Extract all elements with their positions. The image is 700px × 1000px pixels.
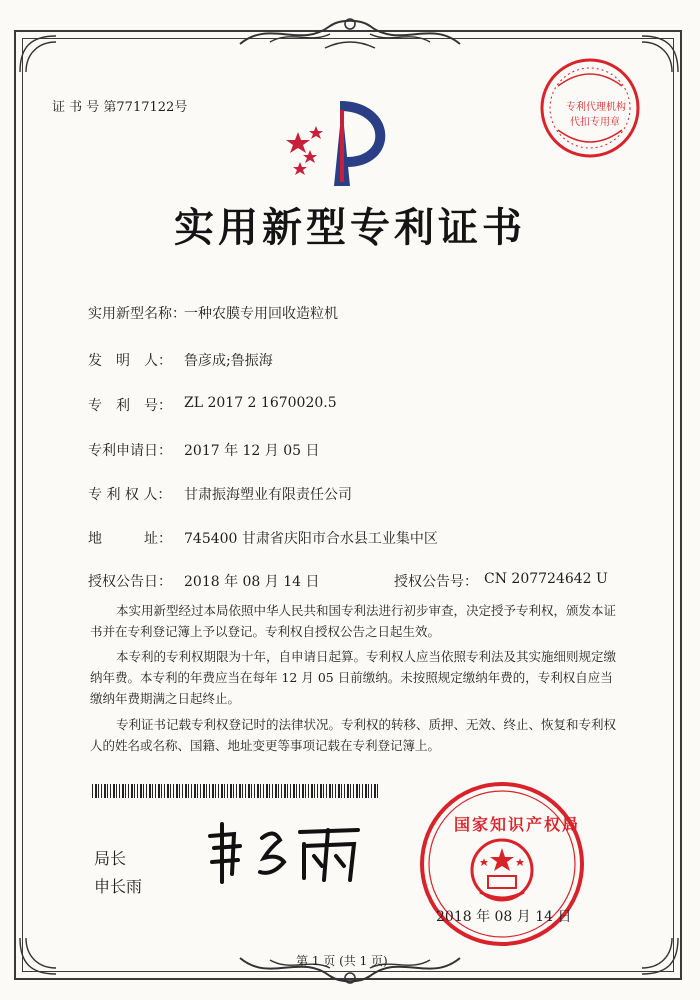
certificate-title: 实用新型专利证书: [174, 204, 526, 251]
seal-date: 2018 年 08 月 14 日: [436, 909, 572, 925]
corner-ornament-top-left: [16, 32, 62, 78]
corner-ornament-bottom-left: [16, 932, 62, 978]
barcode: [92, 784, 378, 798]
paragraph-grant: [90, 600, 618, 642]
agency-stamp-line-2: 代扣专用章: [570, 117, 620, 128]
director-title: 局长: [94, 849, 127, 868]
paragraph-term-text: 本专利的专利权期限为十年，自申请日起算。专利权人应当依照专利法及其实施细则规定缴纳年费。本专利的年费应当在每年 12 月 05 日前缴纳。未按照规定缴纳年费的，专利权自应当缴纳年费期满之日起终止。: [90, 649, 617, 706]
patentee-label: 专 利 权 人：: [88, 487, 172, 503]
inventor-value: 鲁彦成;鲁振海: [184, 353, 273, 369]
patent-office-logo: [282, 98, 402, 194]
corner-ornament-bottom-right: [636, 932, 682, 978]
corner-ornament-top-right: [636, 32, 682, 78]
paragraph-grant-text: 本实用新型经过本局依照中华人民共和国专利法进行初步审查，决定授予专利权，颁发本证书并在专利登记簿上予以登记。专利权自授权公告之日起生效。: [90, 603, 617, 639]
patent-number-label: 专 利 号：: [88, 398, 172, 414]
address-label: 地 址：: [88, 531, 172, 547]
address-value: 745400 甘肃省庆阳市合水县工业集中区: [184, 531, 438, 547]
agency-stamp-line-1: 专利代理机构: [566, 102, 626, 113]
director-signature: [200, 818, 370, 888]
grant-date-value: 2018 年 08 月 14 日: [184, 574, 320, 590]
certificate-number-value: 7717122: [116, 100, 175, 115]
patentee-value: 甘肃振海塑业有限责任公司: [184, 487, 352, 503]
certificate-number-suffix: 号: [174, 100, 188, 115]
filing-date-value: 2017 年 12 月 05 日: [184, 443, 320, 459]
certificate-number: [52, 96, 187, 115]
grant-number-label: 授权公告号：: [394, 574, 478, 590]
certificate-number-label: 证 书 号 第: [52, 100, 117, 115]
utility-model-name-label: 实用新型名称：: [88, 306, 186, 322]
grant-number-value: CN 207724642 U: [484, 571, 608, 587]
paragraph-term: [90, 646, 618, 709]
page-number: 第 1 页 (共 1 页): [296, 954, 388, 968]
official-seal-text: 国家知识产权局: [454, 815, 581, 834]
inventor-label: 发 明 人：: [88, 353, 172, 369]
paragraph-legal-status-text: 专利证书记载专利权登记时的法律状况。专利权的转移、质押、无效、终止、恢复和专利权人的姓名或名称、国籍、地址变更等事项记载在专利登记簿上。: [90, 717, 617, 753]
filing-date-label: 专利申请日：: [88, 443, 172, 459]
paragraph-legal-status: [90, 714, 618, 756]
patent-number-value: ZL 2017 2 1670020.5: [184, 395, 337, 411]
director-name: 申长雨: [94, 877, 143, 896]
grant-date-label: 授权公告日：: [88, 574, 172, 590]
utility-model-name-value: 一种农膜专用回收造粒机: [184, 306, 338, 322]
top-ornament: [230, 14, 470, 54]
